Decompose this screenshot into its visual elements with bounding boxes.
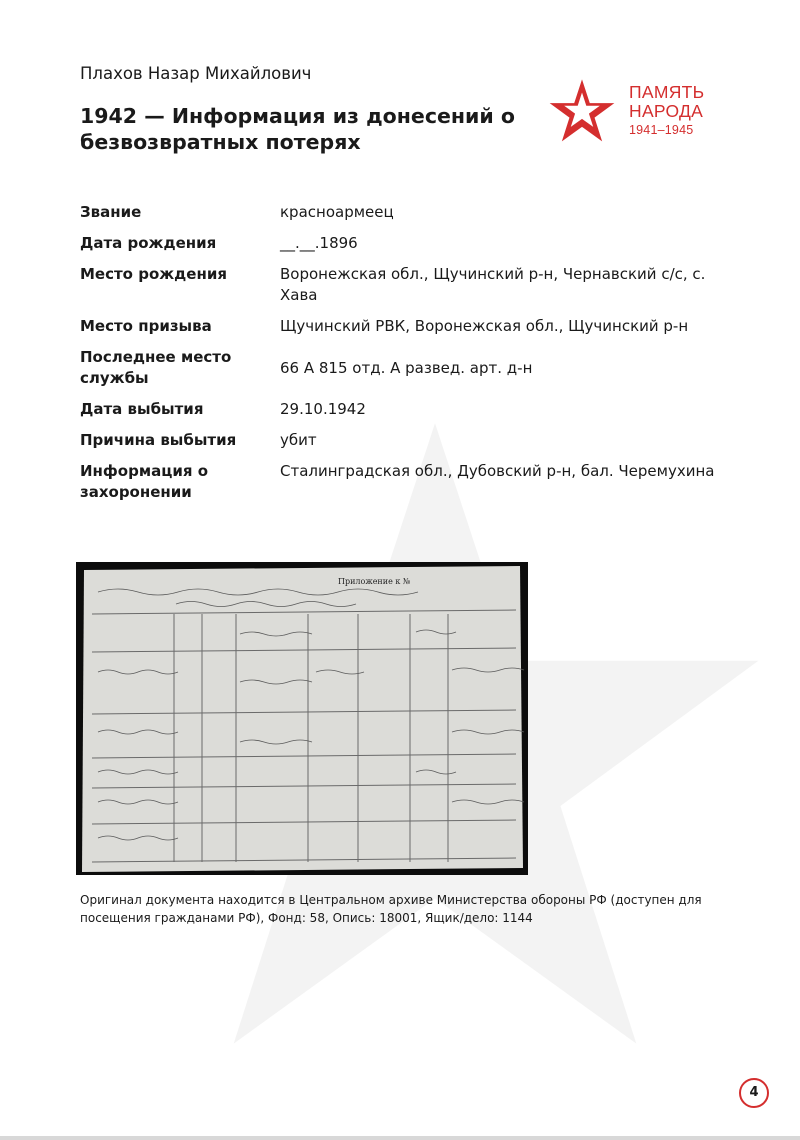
field-value: Воронежская обл., Щучинский р-н, Чернавский с/с, с. Хава <box>280 265 706 304</box>
document-title: 1942 — Информация из донесений о безвозвратных потерях <box>80 104 515 154</box>
logo-text <box>629 83 704 140</box>
field-value: красноармеец <box>280 203 394 221</box>
info-row-last-service <box>80 342 740 394</box>
info-row-leave-reason <box>80 425 740 456</box>
field-label: Причина выбытия <box>80 431 237 449</box>
field-label: Звание <box>80 203 142 221</box>
red-star-icon <box>548 78 616 144</box>
scan-image <box>76 562 528 875</box>
field-value: 66 А 815 отд. А развед. арт. д-н <box>280 358 533 377</box>
scan-header-text: Приложение к № <box>338 577 411 586</box>
logo-line1: ПАМЯТЬ <box>629 82 705 102</box>
info-row-burial <box>80 456 740 508</box>
info-row-leave-date <box>80 394 740 425</box>
field-value: 29.10.1942 <box>280 400 366 418</box>
field-value: убит <box>280 431 317 449</box>
field-value: Щучинский РВК, Воронежская обл., Щучинский р-н <box>280 317 689 335</box>
field-label: Место призыва <box>80 317 212 335</box>
logo-line2: НАРОДА <box>629 101 704 121</box>
field-value: Сталинградская обл., Дубовский р-н, бал. Черемухина <box>280 462 715 480</box>
field-label: Последнее место службы <box>80 348 232 387</box>
field-label: Информация о захоронении <box>80 462 209 501</box>
page-number: 4 <box>739 1078 769 1108</box>
bottom-divider <box>0 1136 800 1140</box>
archive-caption: Оригинал документа находится в Центральном архиве Министерства обороны РФ (доступен для посещения гражданами РФ), Фонд: 58, Опись: 18001, Ящик/дело: 1144 <box>80 893 702 925</box>
pamyat-naroda-logo <box>548 78 738 144</box>
info-row-draft-place <box>80 311 740 342</box>
info-row-rank <box>80 197 740 228</box>
field-value: __.__.1896 <box>280 234 358 252</box>
logo-years: 1941–1945 <box>629 123 694 137</box>
person-name: Плахов Назар Михайлович <box>80 64 312 83</box>
field-label: Дата выбытия <box>80 400 204 418</box>
field-label: Место рождения <box>80 265 227 283</box>
archival-document-scan[interactable] <box>76 562 528 875</box>
field-label: Дата рождения <box>80 234 217 252</box>
info-row-birth-date <box>80 228 740 259</box>
info-table <box>80 197 740 508</box>
info-row-birth-place <box>80 259 740 311</box>
